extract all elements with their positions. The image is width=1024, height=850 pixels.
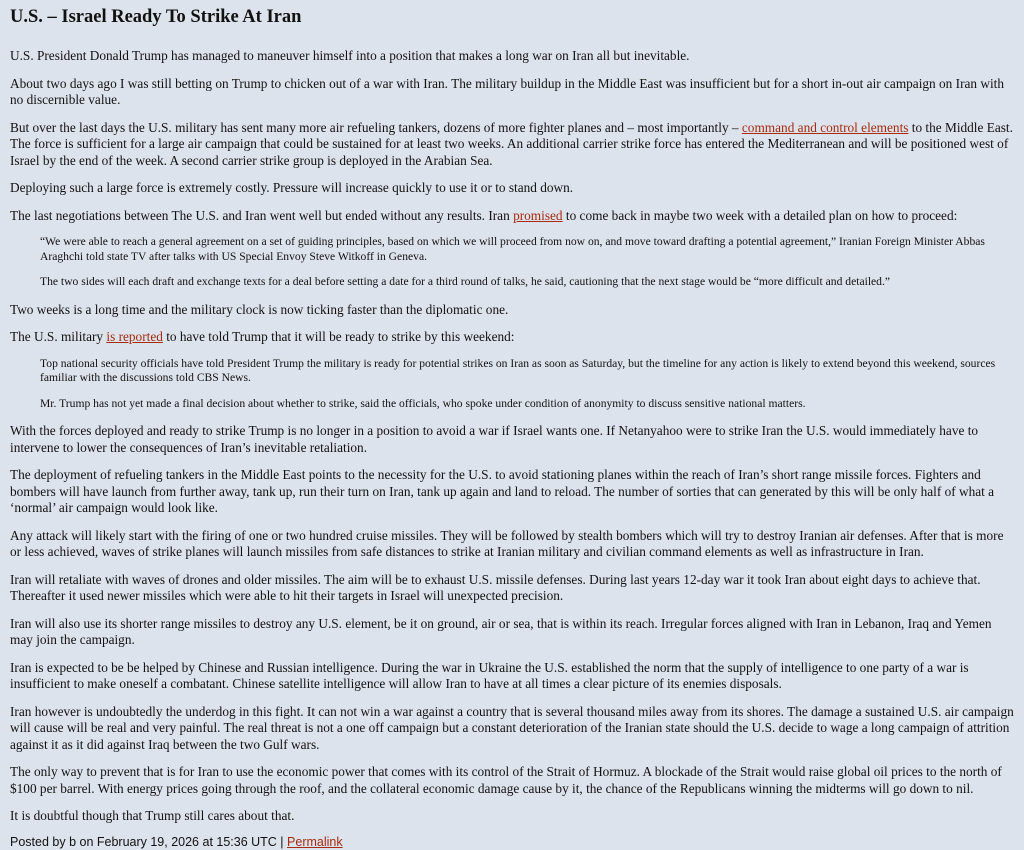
paragraph-3 [10, 120, 1014, 170]
paragraph-4: Deploying such a large force is extremely costly. Pressure will increase quickly to use it or to stand down. [10, 180, 574, 195]
permalink-link[interactable]: Permalink [287, 834, 343, 849]
quote-1 [40, 235, 1014, 290]
quote-1-paragraph-2: The two sides will each draft and exchange texts for a deal before setting a date for a third round of talks, he said, cautioning that the next stage would be “more difficult and detailed.” [40, 275, 891, 288]
paragraph-2: About two days ago I was still betting on Trump to chicken out of a war with Iran. The military buildup in the Middle East was insufficient but for a short in-out air campaign on Iran with no discernible value. [10, 75, 1005, 107]
paragraph-15: The only way to prevent that is for Iran to use the economic power that comes with its control of the Strait of Hormuz. A blockade of the Strait would raise global oil prices to the north of $100 per barrel. With energy prices going through the roof, and the collateral economic damage cause by it, the chance of the Republicans winning the midterms will go down to nil. [10, 764, 1002, 796]
paragraph-5-text-b: to come back in maybe two week with a detailed plan on how to proceed: [562, 207, 958, 223]
quote-2 [40, 357, 1014, 412]
is-reported-link[interactable]: is reported [106, 329, 163, 344]
quote-2-paragraph-2: Mr. Trump has not yet made a final decision about whether to strike, said the officials, who spoke under condition of anonymity to discuss sensitive national matters. [40, 396, 806, 410]
paragraph-3-text-b: to the Middle East. The force is sufficient for a large air campaign that could be sustained for at least two weeks. An additional carrier strike force has entered the Mediterranean and will be positioned west of Israel by the end of the week. A second carrier strike group is deployed in the Arabian Sea. [10, 119, 1013, 168]
paragraph-3-text-a: But over the last days the U.S. military has sent many more air refueling tankers, dozens of more fighter planes and – most importantly – [10, 119, 742, 135]
paragraph-14: Iran however is undoubtedly the underdog in this fight. It can not win a war against a country that is several thousand miles away from its shores. The damage a sustained U.S. air campaign will cause will be real and very painful. The real threat is not a one off campaign but a constant deterioration of the Iranian state should the U.S. decide to wage a long campaign of attrition against it as it did against Iraq between the two Gulf wars. [10, 703, 1014, 752]
quote-1-paragraph-1: “We were able to reach a general agreement on a set of guiding principles, based on which we will proceed from now on, and move toward drafting a potential agreement,” Iranian Foreign Minister Abbas Araghchi told state TV after talks with US Special Envoy Steve Witkoff in Geneva. [40, 235, 985, 263]
paragraph-10: Any attack will likely start with the firing of one or two hundred cruise missiles. They will be followed by stealth bombers which will try to destroy Iranian air defenses. After that is more or less achieved, waves of strike planes will launch missiles from safe distances to strike at Iranian military and civilian command elements as well as infrastructure in Iran. [10, 527, 1004, 559]
posted-by-text: Posted by b on February 19, 2026 at 15:36 UTC | [10, 834, 288, 849]
paragraph-1: U.S. President Donald Trump has managed to maneuver himself into a position that makes a long war on Iran all but inevitable. [10, 48, 690, 63]
promised-link[interactable]: promised [513, 207, 563, 223]
paragraph-7-text-a: The U.S. military [10, 329, 107, 344]
paragraph-16: It is doubtful though that Trump still cares about that. [10, 808, 295, 823]
command-and-control-link[interactable]: command and control elements [741, 119, 909, 135]
article-title: U.S. – Israel Ready To Strike At Iran [10, 7, 302, 27]
paragraph-13: Iran is expected to be be helped by Chinese and Russian intelligence. During the war in Ukraine the U.S. established the norm that the supply of intelligence to one party of a war is insufficient to make oneself a combatant. Chinese satellite intelligence will allow Iran to have at all times a clear picture of its enemies disposals. [10, 659, 969, 691]
paragraph-7 [10, 329, 1014, 346]
paragraph-5 [10, 208, 1014, 225]
paragraph-7-text-b: to have told Trump that it will be ready to strike by this weekend: [162, 329, 515, 344]
paragraph-12: Iran will also use its shorter range missiles to destroy any U.S. element, be it on ground, air or sea, that is within its reach. Irregular forces aligned with Iran in Lebanon, Iraq and Yemen may join the campaign. [10, 615, 992, 647]
paragraph-8: With the forces deployed and ready to strike Trump is no longer in a position to avoid a war if Israel wants one. If Netanyahoo were to strike Iran the U.S. would immediately have to intervene to lower the consequences of Iran’s inevitable retaliation. [10, 423, 979, 455]
paragraph-11: Iran will retaliate with waves of drones and older missiles. The aim will be to exhaust U.S. missile defenses. During last years 12-day war it took Iran about eight days to achieve that. Thereafter it used newer missiles which were able to hit their targets in Israel will unexpected precision. [10, 571, 981, 603]
paragraph-9: The deployment of refueling tankers in the Middle East points to the necessity for the U.S. to avoid stationing planes within the reach of Iran’s short range missile forces. Fighters and bombers will have launch from further away, tank up, run their turn on Iran, tank up again and land to reload. The number of sorties that can generated by this will be only half of what a ‘normal’ air campaign would look like. [10, 467, 995, 515]
post-footer [10, 835, 1014, 850]
quote-2-paragraph-1: Top national security officials have told President Trump the military is ready for potential strikes on Iran as soon as Saturday, but the timeline for any action is likely to extend beyond this weekend, sources familiar with the discussions told CBS News. [40, 356, 996, 384]
paragraph-6: Two weeks is a long time and the military clock is now ticking faster than the diplomatic one. [10, 301, 509, 317]
paragraph-5-text-a: The last negotiations between The U.S. and Iran went well but ended without any results. Iran [10, 207, 514, 223]
